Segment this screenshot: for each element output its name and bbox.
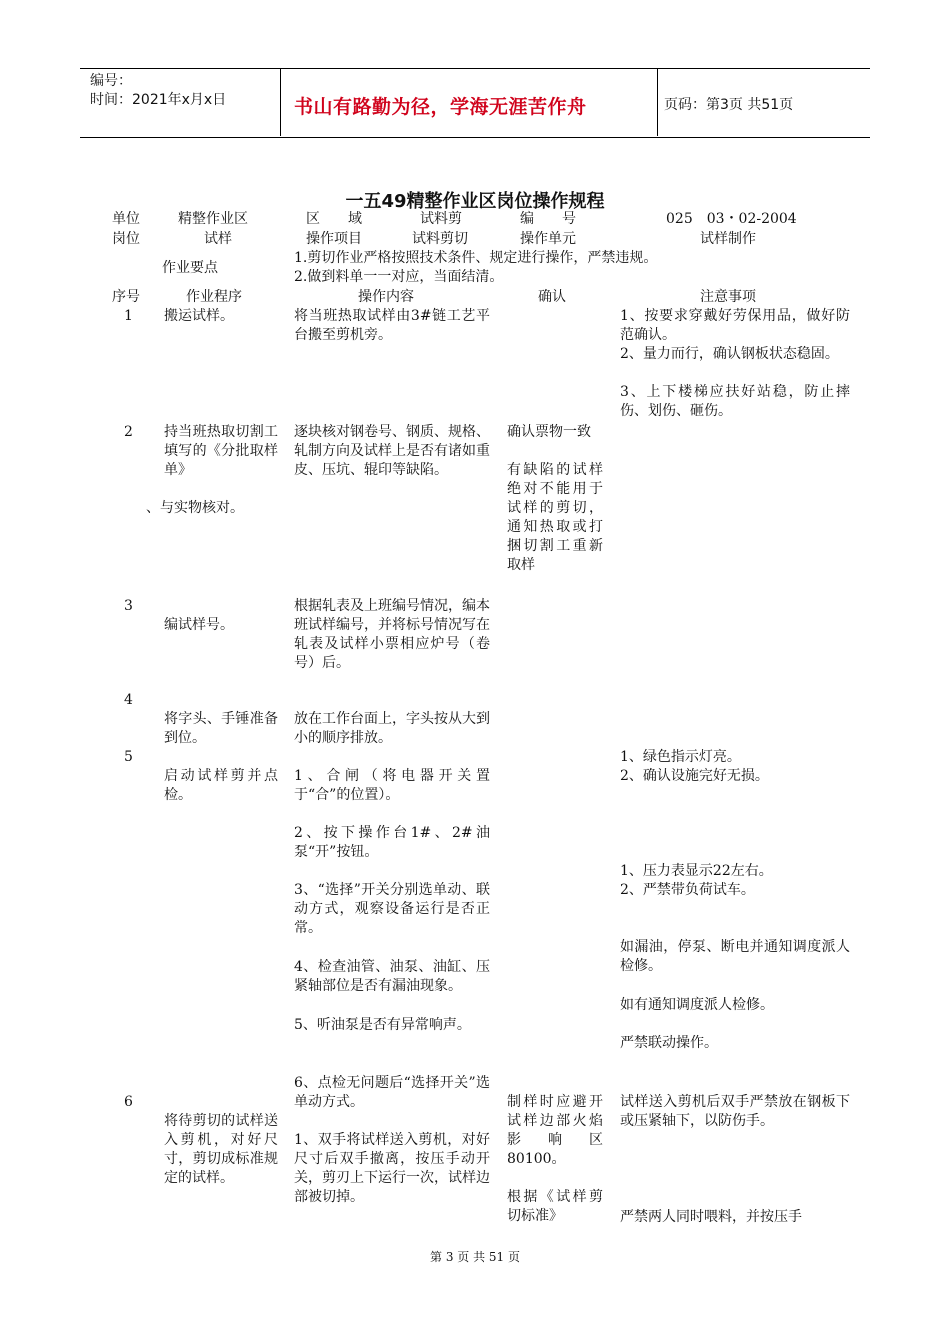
header-divider [657, 68, 658, 136]
row-content: 逐块核对钢卷号、钢质、规格、轧制方向及试样上是否有诸如重皮、压坑、辊印等缺陷。 [294, 424, 490, 478]
code-value: 025 03・02-2004 [666, 211, 797, 227]
key-points-label: 作业要点 [162, 260, 218, 276]
key-point: 1.剪切作业严格按照技术条件、规定进行操作，严禁违规。 [294, 250, 658, 266]
unit-label: 单位 [112, 211, 140, 227]
header-divider [280, 68, 281, 136]
row-note: 1、压力表显示22左右。 [620, 863, 773, 879]
col-notes: 注意事项 [700, 289, 756, 305]
item-label: 操作项目 [306, 231, 362, 247]
code-label: 编 号 [520, 211, 576, 227]
row-note: 2、确认设施完好无损。 [620, 768, 769, 784]
row-confirm: 制样时应避开试样边部火焰影响区80100。 [507, 1094, 603, 1167]
row-content: 1、双手将试样送入剪机，对好尺寸后双手撤离，按压手动开关，剪刃上下运行一次，试样边部被切掉。 [294, 1132, 490, 1205]
area-value: 试料剪 [420, 211, 462, 227]
row-content: 5、听油泵是否有异常响声。 [294, 1017, 471, 1033]
page-info: 页码：第3页 共51页 [664, 97, 794, 113]
item-value: 试料剪切 [412, 231, 468, 247]
row-seq: 3 [124, 598, 133, 614]
row-content: 4、检查油管、油泵、油缸、压紧轴部位是否有漏油现象。 [294, 959, 490, 994]
row-confirm: 确认票物一致 [507, 424, 591, 440]
row-note: 1、按要求穿戴好劳保用品，做好防范确认。 [620, 308, 850, 343]
row-confirm: 根据《试样剪切标准》 [507, 1189, 603, 1224]
col-seq: 序号 [112, 289, 140, 305]
row-content: 将当班热取试样由3#链工艺平台搬至剪机旁。 [294, 308, 490, 343]
post-label: 岗位 [112, 231, 140, 247]
col-procedure: 作业程序 [186, 289, 242, 305]
row-seq: 1 [124, 308, 133, 324]
row-procedure: 编试样号。 [164, 617, 234, 633]
row-procedure: 将待剪切的试样送入剪机，对好尺寸，剪切成标准规定的试样。 [164, 1113, 278, 1186]
row-note: 严禁两人同时喂料，并按压手 [620, 1209, 802, 1225]
row-content: 放在工作台面上，字头按从大到小的顺序排放。 [294, 711, 490, 746]
motto: 书山有路勤为径，学海无涯苦作舟 [294, 96, 587, 118]
row-procedure: 搬运试样。 [164, 308, 234, 324]
key-point: 2.做到料单一一对应，当面结清。 [294, 269, 504, 285]
area-label: 区 域 [306, 211, 362, 227]
row-note: 试样送入剪机后双手严禁放在钢板下或压紧轴下，以防伤手。 [620, 1094, 850, 1129]
row-confirm: 有缺陷的试样绝对不能用于试样的剪切，通知热取或打捆切割工重新取样 [507, 462, 603, 573]
page-footer: 第 3 页 共 51 页 [430, 1250, 520, 1264]
row-seq: 6 [124, 1094, 133, 1110]
row-note: 1、绿色指示灯亮。 [620, 749, 741, 765]
row-procedure: 将字头、手锤准备到位。 [164, 711, 278, 746]
time-label: 时间：2021年x月x日 [90, 92, 227, 108]
cell-label: 操作单元 [520, 231, 576, 247]
row-content: 2、按下操作台1#、2#油泵“开”按钮。 [294, 825, 490, 860]
row-procedure: 持当班热取切割工填写的《分批取样单》 [164, 424, 278, 478]
row-content: 6、点检无问题后“选择开关”选单动方式。 [294, 1075, 490, 1110]
unit-value: 精整作业区 [178, 211, 248, 227]
post-value: 试样 [204, 231, 232, 247]
row-note: 如漏油，停泵、断电并通知调度派人检修。 [620, 939, 850, 974]
row-seq: 4 [124, 692, 133, 708]
cell-value: 试样制作 [700, 231, 756, 247]
row-note: 2、严禁带负荷试车。 [620, 882, 755, 898]
col-content: 操作内容 [358, 289, 414, 305]
col-confirm: 确认 [538, 289, 566, 305]
row-content: 1、合闸（将电器开关置于“合”的位置）。 [294, 768, 490, 803]
header-info [90, 72, 226, 110]
row-procedure: 启动试样剪并点检。 [164, 768, 278, 803]
row-note: 严禁联动操作。 [620, 1035, 718, 1051]
row-content: 根据轧表及上班编号情况，编本班试样编号，并将标号情况写在轧表及试样小票相应炉号（卷号）后。 [294, 598, 490, 671]
row-note: 3、上下楼梯应扶好站稳，防止摔伤、划伤、砸伤。 [620, 384, 850, 419]
row-procedure-tail: 、与实物核对。 [146, 500, 244, 516]
row-seq: 2 [124, 424, 133, 440]
row-note: 如有通知调度派人检修。 [620, 997, 774, 1013]
row-seq: 5 [124, 749, 133, 765]
row-note: 2、量力而行，确认钢板状态稳固。 [620, 346, 839, 362]
row-content: 3、“选择”开关分别选单动、联动方式，观察设备运行是否正常。 [294, 882, 490, 936]
doc-title: 一五49精整作业区岗位操作规程 [345, 191, 605, 212]
number-label: 编号： [90, 73, 132, 89]
